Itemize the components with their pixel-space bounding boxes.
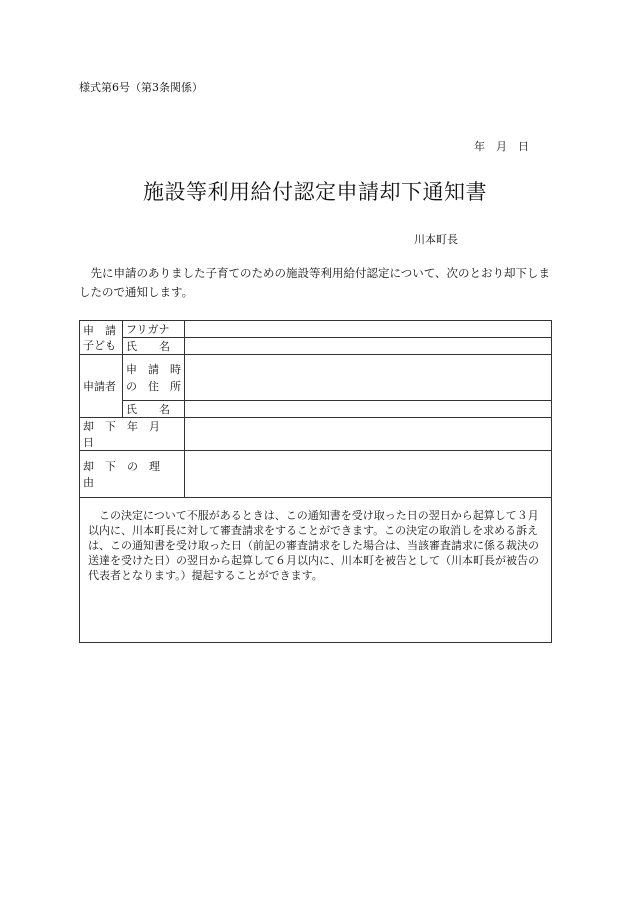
application-table (79, 320, 552, 643)
applicant-name-label: 氏 名 (123, 401, 185, 418)
rejection-date-value[interactable] (185, 418, 552, 451)
rejection-reason-label: 却 下 の 理 由 (80, 451, 185, 498)
applicant-child-label: 申 請 子ども (80, 321, 123, 355)
furigana-label: フリガナ (123, 321, 185, 338)
address-value[interactable] (185, 355, 552, 401)
applicant-label: 申請者 (80, 355, 123, 418)
document-title: 施設等利用給付認定申請却下通知書 (143, 180, 487, 204)
rejection-reason-value[interactable] (185, 451, 552, 498)
child-name-label: 氏 名 (123, 338, 185, 355)
date-line: 年 月 日 (474, 140, 529, 153)
child-name-value[interactable] (185, 338, 552, 355)
form-number: 様式第6号（第3条関係） (79, 81, 203, 94)
address-label: 申 請 時 の 住 所 (123, 355, 185, 401)
appeal-notice-text: この決定について不服があるときは、この通知書を受け取った日の翌日から起算して３月以内に、川本町長に対して審査請求をすることができます。この決定の取消しを求める訴えは、この通知書を受け取った日（前記の審査請求をした場合は、当該審査請求に係る裁決の送達を受けた日）の翌日から起算して６月以内に、川本町を被告として（川本町長が被告の代表者となります。）提起することができます。 (88, 509, 539, 582)
applicant-name-value[interactable] (185, 401, 552, 418)
furigana-value[interactable] (185, 321, 552, 338)
appeal-notice-cell (80, 498, 552, 643)
intro-paragraph: 先に申請のありました子育てのための施設等利用給付認定について、次のとおり却下しましたので通知します。 (79, 266, 551, 299)
issuer: 川本町長 (414, 233, 458, 246)
rejection-date-label: 却 下 年 月 日 (80, 418, 185, 451)
